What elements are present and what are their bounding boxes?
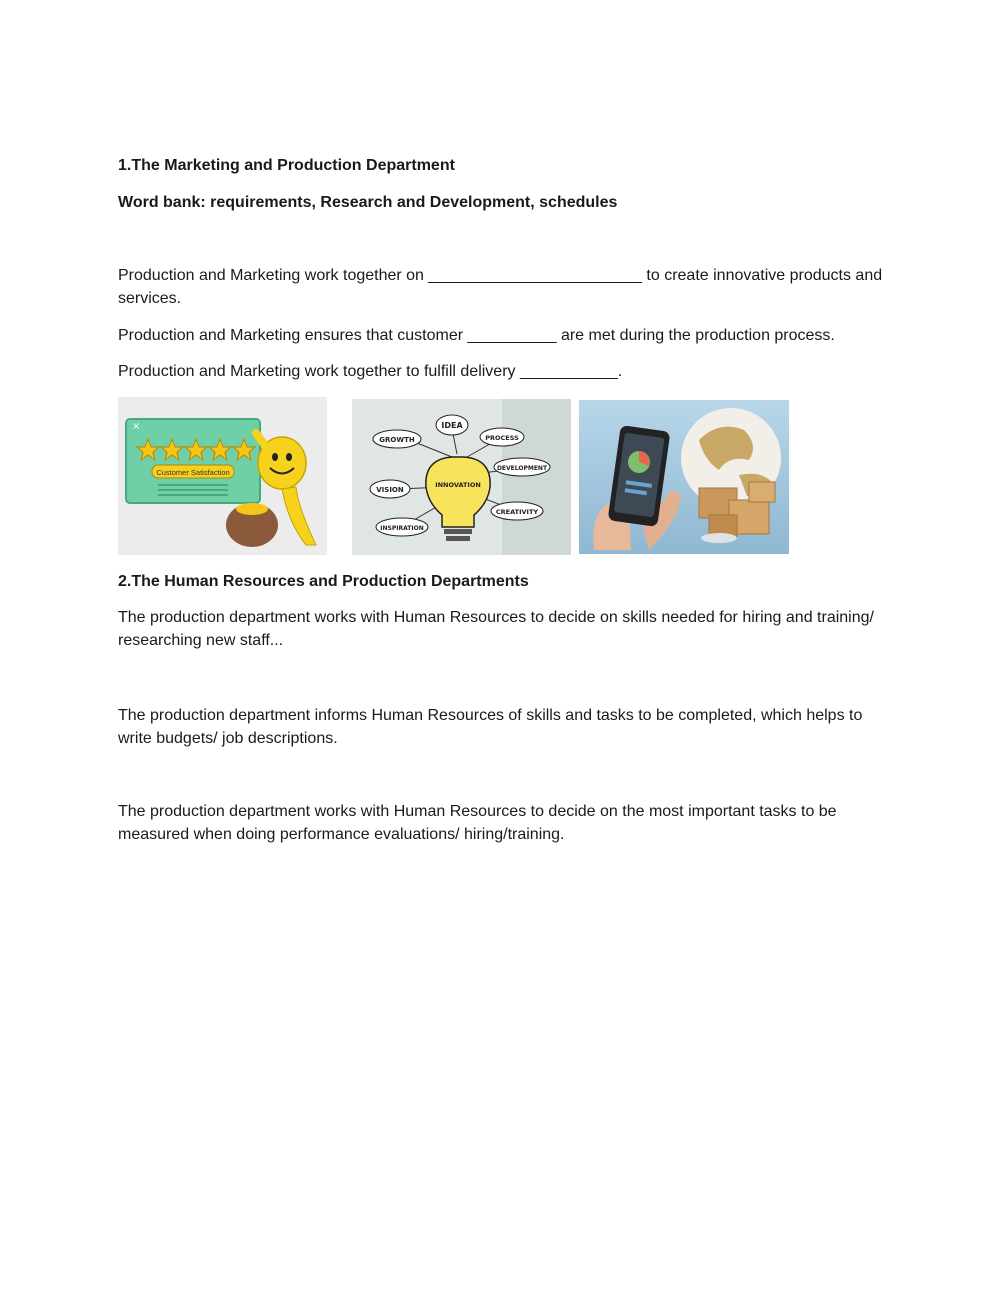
delivery-image xyxy=(579,400,789,554)
word-development: DEVELOPMENT xyxy=(496,465,548,472)
word-process: PROCESS xyxy=(485,434,519,442)
satisfaction-label: Customer Satisfaction xyxy=(156,468,230,477)
q2-text-b: are met during the production process. xyxy=(556,327,835,344)
innovation-image xyxy=(352,399,571,555)
q3-text-a: Production and Marketing work together to fulfill delivery xyxy=(118,363,520,380)
section2-heading: 2.The Human Resources and Production Departments xyxy=(118,573,529,590)
q3-blank[interactable]: ___________ xyxy=(519,363,618,380)
word-idea: IDEA xyxy=(441,421,463,430)
q2-text-a: Production and Marketing ensures that customer xyxy=(118,327,468,344)
word-inspiration: INSPIRATION xyxy=(380,525,424,532)
q1-text-a: Production and Marketing work together on xyxy=(118,267,429,284)
question-3 xyxy=(118,360,888,383)
hr-paragraph-3: The production department works with Human Resources to decide on the most important tasks to be measured when doing performance evaluations/ hiring/training. xyxy=(118,803,837,843)
q2-blank[interactable]: __________ xyxy=(467,327,557,344)
word-innovation: INNOVATION xyxy=(435,481,481,489)
q1-blank[interactable]: ________________________ xyxy=(428,267,642,284)
word-growth: GROWTH xyxy=(379,436,415,444)
question-2 xyxy=(118,324,888,347)
svg-text:×: × xyxy=(132,421,141,432)
word-vision: VISION xyxy=(376,486,404,494)
word-bank: Word bank: requirements, Research and Development, schedules xyxy=(118,194,618,211)
section1-heading: 1.The Marketing and Production Department xyxy=(118,157,455,174)
word-creativity: CREATIVITY xyxy=(495,508,539,516)
hr-paragraph-2: The production department informs Human Resources of skills and tasks to be completed, which helps to write budgets/ job descriptions. xyxy=(118,707,863,747)
hr-paragraph-1: The production department works with Human Resources to decide on skills needed for hiring and training/ researching new staff... xyxy=(118,609,874,649)
q3-text-b: . xyxy=(617,363,623,380)
customer-satisfaction-image xyxy=(118,397,327,555)
q1-text-b: to create innovative products and services. xyxy=(118,267,883,307)
question-1 xyxy=(118,264,888,310)
